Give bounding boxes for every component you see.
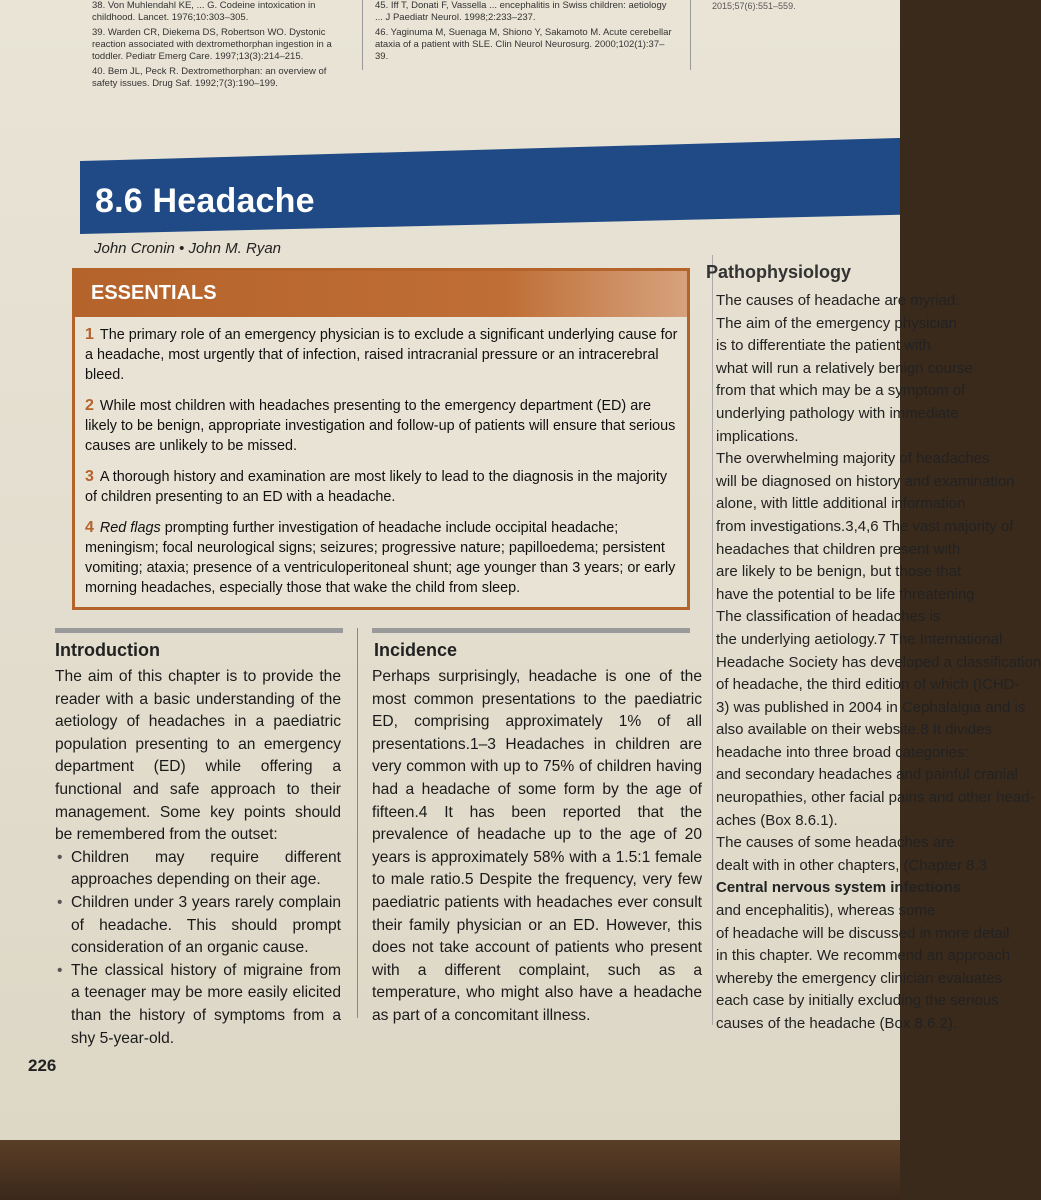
essentials-item	[85, 325, 681, 385]
text-line: neuropathies, other facial pains and other head-	[716, 789, 1035, 807]
text-line: have the potential to be life threatening	[716, 585, 975, 603]
text-line: dealt with in other chapters, (Chapter 8.3	[716, 856, 987, 874]
text-line: are likely to be benign, but those that	[716, 563, 962, 581]
section-rule	[55, 628, 343, 633]
text-line: 3) was published in 2004 in Cephalalgia and is	[716, 698, 1026, 716]
item-text: A thorough history and examination are most likely to lead to the diagnosis in the majority of children presenting to an ED with a headache.	[85, 469, 668, 505]
text-line: also available on their website.8 It divides	[716, 721, 992, 739]
essentials-header	[75, 271, 687, 317]
item-number: 2	[85, 397, 94, 414]
text-line: Central nervous system infections	[716, 879, 962, 897]
introduction-heading: Introduction	[55, 640, 160, 660]
reference-item: 46. Yaginuma M, Suenaga M, Shiono Y, Sakamoto M. Acute cerebellar ataxia of a patient with SLE. Clin Neurol Neurosurg. 2000;102(1):37–39.	[375, 27, 672, 62]
text-line: implications.	[716, 427, 799, 445]
text-line: The classification of headaches is	[716, 608, 941, 626]
chapter-authors: John Cronin • John M. Ryan	[94, 240, 282, 257]
item-number: 3	[85, 468, 94, 485]
text-line: headaches that children present with	[716, 540, 961, 558]
essentials-item	[85, 518, 681, 598]
introduction-paragraph: The aim of this chapter is to provide the reader with a basic understanding of the aetiology of headaches in a paediatric population presenting to an emergency department (ED) while offering a functional and safe approach to their management. Some key points should be remembered from the outset:	[55, 668, 341, 844]
text-line: The aim of the emergency physician	[716, 314, 957, 332]
incidence-heading: Incidence	[374, 640, 458, 660]
text-line: The causes of headache are myriad.	[716, 292, 960, 309]
item-number: 4	[85, 519, 94, 536]
text-line: from that which may be a symptom of	[716, 382, 966, 400]
item-text: The primary role of an emergency physician is to exclude a significant underlying cause for a headache, most urgently that of infection, raised intracranial pressure or an intracerebral bleed.	[85, 327, 678, 383]
list-item: • Children may require different approaches depending on their age.	[71, 847, 341, 892]
text-line: alone, with little additional information	[716, 495, 966, 513]
pathophysiology-body	[716, 290, 1041, 1036]
essentials-list	[85, 325, 681, 609]
item-emphasis: Red flags	[99, 520, 161, 536]
essentials-title: ESSENTIALS	[91, 282, 217, 304]
text-line: headache into three broad categories:	[716, 743, 969, 761]
text-line: in this chapter. We recommend an approach	[716, 947, 1011, 965]
reference-item: 45. Iff T, Donati F, Vassella ... encephalitis in Swiss children: aetiology ... J Paediatr Neurol. 1998;2:233–237.	[375, 0, 667, 23]
text-line: what will run a relatively benign course	[716, 359, 973, 377]
key-points-list	[55, 847, 341, 1050]
text-line: will be diagnosed on history and examination	[716, 472, 1015, 490]
references-right	[375, 0, 675, 66]
column-divider	[712, 255, 713, 1025]
text-line: underlying pathology with immediate	[716, 404, 959, 422]
text-line: The overwhelming majority of headaches	[716, 450, 990, 468]
item-number: 1	[85, 326, 94, 343]
item-text: While most children with headaches presenting to the emergency department (ED) are likely to be benign, appropriate investigation and follow-up of patients will ensure that serious causes are unlikely to be missed.	[85, 398, 676, 454]
text-line: and secondary headaches and painful cranial	[716, 766, 1018, 784]
section-rule	[372, 628, 690, 633]
reference-item: 2015;57(6):551–559.	[712, 1, 796, 11]
text-line: causes of the headache (Box 8.6.2).	[716, 1015, 957, 1032]
chapter-title: 8.6 Headache	[95, 182, 315, 220]
text-line: is to differentiate the patient with	[716, 337, 931, 355]
pathophysiology-heading: Pathophysiology	[706, 262, 852, 282]
background-surface	[0, 1140, 900, 1200]
text-line: of headache will be discussed in more detail	[716, 924, 1010, 942]
essentials-box	[72, 268, 690, 610]
text-line: The causes of some headaches are	[716, 834, 955, 852]
item-text: prompting further investigation of headache include occipital headache; meningism; focal neurological signs; seizures; progressive nature; papilloedema; persistent vomiting; ataxia; presence of a ventriculoperitoneal shunt; age younger than 3 years; or early morning headaches, especially those that wake the child from sleep.	[85, 520, 676, 596]
incidence-paragraph: Perhaps surprisingly, headache is one of the most common presentations to the paediatric ED, comprising approximately 1% of all presentations.1–3 Headaches in children are very common with up to 75% of children having had a headache of some form by the age of fifteen.4 It has been reported that the prevalence of headache up to the age of 20 years is approximately 58% with a 1.5:1 female to male ratio.5 Despite the frequency, very few paediatric patients with headaches ever consult their family physician or an ED. However, this does not take account of patients who present with a different complaint, such as a temperature, who might also have a headache as part of a concomitant illness.	[372, 668, 702, 1024]
text-line: aches (Box 8.6.1).	[716, 811, 838, 829]
references-far	[712, 0, 892, 15]
text-line: and encephalitis), whereas some	[716, 902, 936, 920]
column-divider	[357, 628, 358, 1018]
text-line: from investigations.3,4,6 The vast majority of	[716, 517, 1014, 535]
introduction-body	[55, 666, 341, 1050]
essentials-item	[85, 396, 681, 456]
essentials-item	[85, 467, 681, 507]
text-line: Headache Society has developed a classification	[716, 653, 1041, 671]
text-line: the underlying aetiology.7 The International	[716, 630, 1003, 648]
text-line: whereby the emergency clinician evaluates	[716, 969, 1002, 987]
text-line: each case by initially excluding the serious	[716, 992, 999, 1010]
column-rule	[690, 0, 691, 70]
reference-item: 40. Bem JL, Peck R. Dextromethorphan: an overview of safety issues. Drug Saf. 1992;7(3):190–199.	[92, 66, 327, 89]
column-rule	[362, 0, 363, 70]
list-item: • Children under 3 years rarely complain of headache. This should prompt consideration of an organic cause.	[71, 892, 341, 960]
reference-item: 38. Von Muhlendahl KE, ... G. Codeine intoxication in childhood. Lancet. 1976;10:303–305.	[92, 0, 316, 23]
incidence-body	[372, 666, 702, 1028]
text-line: of headache, the third edition of which (ICHD-	[716, 676, 1020, 694]
list-item: • The classical history of migraine from a teenager may be more easily elicited than the history of symptoms from a shy 5-year-old.	[71, 960, 341, 1050]
reference-item: 39. Warden CR, Diekema DS, Robertson WO. Dystonic reaction associated with dextromethorphan ingestion in a toddler. Pediatr Emerg Care. 1997;13(3):214–215.	[92, 27, 332, 62]
page-number: 226	[28, 1056, 57, 1075]
references-left	[92, 0, 352, 93]
